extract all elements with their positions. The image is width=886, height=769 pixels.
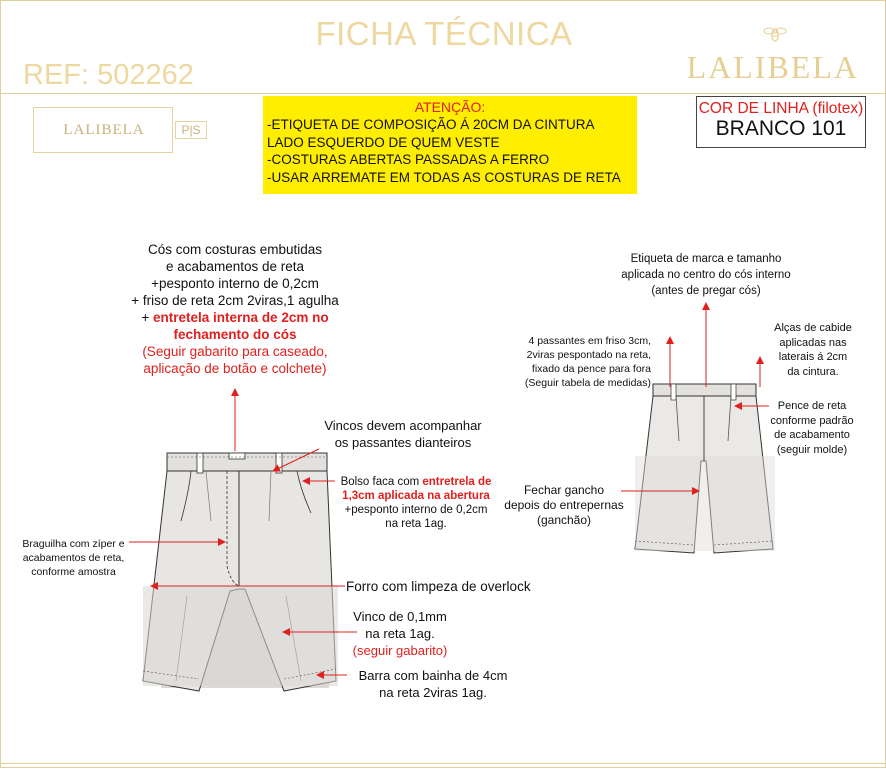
attention-line: -COSTURAS ABERTAS PASSADAS A FERRO — [267, 152, 550, 167]
pocket-note — [331, 475, 501, 531]
front-shorts-drawing — [143, 453, 338, 691]
creases-note — [313, 417, 493, 451]
attention-title: ATENÇÃO: — [414, 99, 486, 115]
darts-note-line: (seguir molde) — [776, 443, 848, 456]
darts-note-line: Pence de reta — [777, 400, 847, 412]
waistband-note — [107, 241, 363, 377]
pocket-note-line: +pesponto interno de 0,2cm — [344, 504, 488, 516]
brand-label-note-line: (antes de pregar cós) — [651, 285, 761, 297]
attention-line: -ETIQUETA DE COMPOSIÇÃO Á 20CM DA CINTURA — [267, 117, 595, 132]
brand-label-note-line: Etiqueta de marca e tamanho — [630, 253, 782, 265]
fly-note-line: conforme amostra — [31, 566, 116, 578]
crease-seam-note-line: Vinco de 0,1mm — [353, 609, 447, 624]
thread-color-value: BRANCO 101 — [715, 117, 847, 140]
hanger-loops-note-line: laterais á 2cm — [778, 351, 848, 363]
attention-line: -USAR ARREMATE EM TODAS AS COSTURAS DE RETA — [267, 169, 621, 185]
crotch-note-line: (ganchão) — [536, 513, 592, 527]
waistband-note-line: e acabamentos de reta — [165, 259, 305, 274]
brand-logo: LALIBELA — [686, 49, 859, 85]
attention-line: LADO ESQUERDO DE QUEM VESTE — [267, 134, 500, 150]
waistband-note-line: + friso de reta 2cm 2viras,1 agulha — [131, 293, 339, 308]
creases-note-line: os passantes dianteiros — [334, 435, 472, 450]
fly-note-line: acabamentos de reta, — [22, 552, 125, 564]
thread-color-label: COR DE LINHA (filotex) — [698, 100, 864, 117]
creases-note-line: Vincos devem acompanhar — [324, 418, 482, 433]
pocket-note-highlight: 1,3cm aplicada na abertura — [342, 490, 490, 502]
waistband-note-line: +pesponto interno de 0,2cm — [151, 276, 319, 291]
crotch-note-line: depois do entrepernas — [504, 498, 624, 512]
hanger-loops-note-line: aplicadas nas — [779, 336, 847, 349]
size-label: P|S — [175, 121, 207, 139]
crotch-note-line: Fechar gancho — [523, 483, 605, 497]
hanger-loops-note — [757, 321, 869, 379]
belt-loops-note-line: fixado da pence para fora — [531, 363, 651, 375]
crease-seam-note-instruction: (seguir gabarito) — [352, 643, 448, 658]
hem-note-line: na reta 2viras 1ag. — [379, 685, 487, 700]
page-title: FICHA TÉCNICA — [315, 15, 573, 52]
pocket-note-prefix: Bolso faca com — [340, 476, 423, 488]
fly-note-line: Braguilha com zíper e — [22, 538, 125, 550]
belt-loops-note-line: 4 passantes em friso 3cm, — [528, 335, 651, 347]
crease-seam-note-line: na reta 1ag. — [365, 626, 435, 641]
belt-loops-note-line: 2viras pespontado na reta, — [526, 349, 651, 361]
pocket-note-line — [331, 475, 501, 489]
waistband-note-instruction: aplicação de botão e colchete) — [143, 361, 327, 376]
belt-loops-note — [493, 334, 651, 390]
fly-note — [11, 537, 136, 579]
reference-code: REF: 502262 — [23, 59, 194, 91]
darts-note-line: de acabamento — [774, 429, 850, 441]
brand-label-note-line: aplicada no centro do cós interno — [621, 269, 791, 281]
hem-note-line: Barra com bainha de 4cm — [358, 668, 508, 683]
waistband-note-prefix: + — [141, 310, 154, 325]
belt-loops-note-line: (Seguir tabela de medidas) — [524, 377, 651, 389]
waistband-note-line: Cós com costuras embutidas — [147, 242, 323, 257]
lining-note: Forro com limpeza de overlock — [346, 579, 531, 594]
waistband-note-highlight: fechamento do cós — [173, 327, 297, 342]
hanger-loops-note-line: Alças de cabide — [774, 322, 852, 334]
waistband-note-line — [107, 309, 363, 326]
darts-note — [757, 399, 867, 457]
hanger-loops-note-line: da cintura. — [787, 365, 839, 378]
waistband-note-instruction: (Seguir gabarito para caseado, — [142, 344, 328, 359]
pocket-note-line: na reta 1ag. — [385, 518, 447, 530]
darts-note-line: conforme padrão — [770, 414, 854, 427]
crease-seam-note — [335, 608, 465, 659]
back-shorts-drawing — [635, 384, 775, 553]
pocket-note-highlight: entretrela de — [422, 476, 492, 488]
hem-note — [345, 667, 521, 701]
crotch-note — [499, 483, 629, 528]
label-logo-text: LALIBELA — [63, 122, 145, 138]
waistband-note-highlight: entretela interna de 2cm no — [153, 310, 329, 325]
brand-label-note — [601, 251, 811, 299]
